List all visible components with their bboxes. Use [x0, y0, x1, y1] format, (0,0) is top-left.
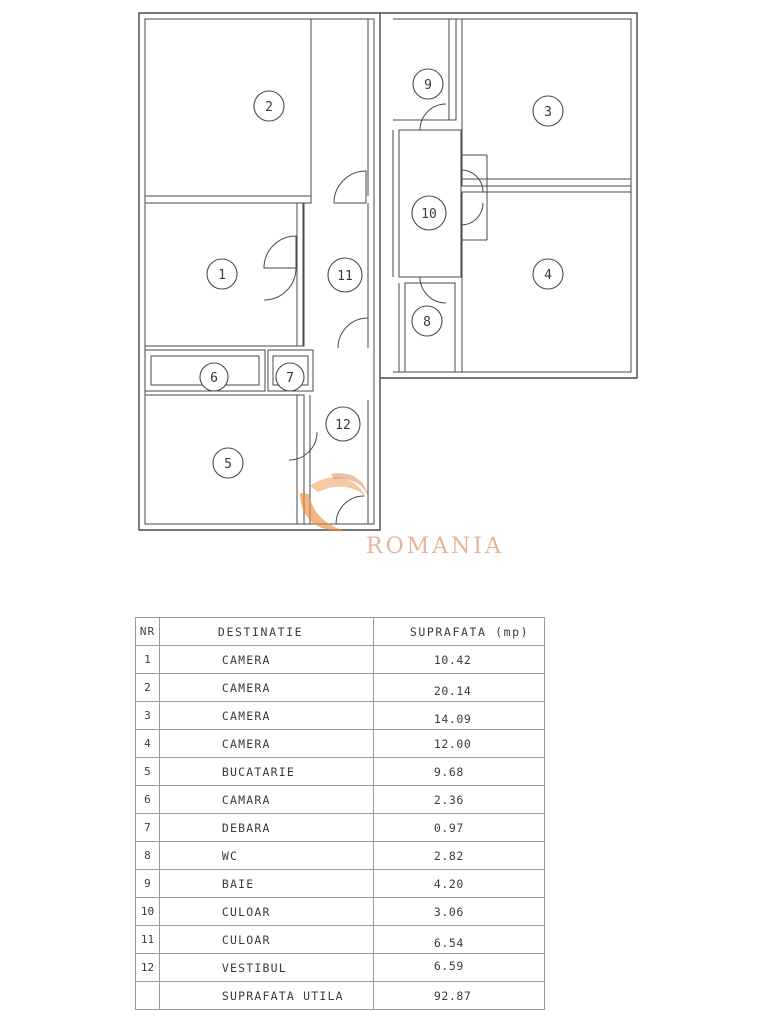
table-row — [136, 898, 545, 926]
cell-nr: 10 — [136, 898, 160, 926]
room-number-label: 6 — [210, 371, 218, 386]
cell-area: 12.00 — [373, 730, 544, 758]
cell-nr: 9 — [136, 870, 160, 898]
room-number-label: 2 — [265, 100, 273, 115]
watermark — [300, 473, 504, 559]
table-row — [136, 814, 545, 842]
cell-nr: 6 — [136, 786, 160, 814]
room-number-label: 9 — [424, 78, 432, 93]
room-number-label: 1 — [218, 268, 226, 283]
room-marker-12 — [326, 407, 360, 441]
cell-nr: 2 — [136, 674, 160, 702]
cell-destination: VESTIBUL — [159, 954, 373, 982]
room-number-label: 11 — [337, 269, 353, 284]
cell-area: 6.59 — [373, 952, 544, 980]
table-row — [136, 786, 545, 814]
cell-nr: 7 — [136, 814, 160, 842]
cell-destination: SUPRAFATA UTILA — [159, 982, 373, 1010]
room-number-label: 4 — [544, 268, 552, 283]
cell-nr: 3 — [136, 702, 160, 730]
table-row — [136, 954, 545, 982]
room-number-label: 5 — [224, 457, 232, 472]
cell-destination: WC — [159, 842, 373, 870]
cell-area: 3.06 — [373, 898, 544, 926]
room-marker-1 — [207, 259, 237, 289]
cell-nr: 5 — [136, 758, 160, 786]
room-marker-6 — [200, 363, 228, 391]
cell-destination: BAIE — [159, 870, 373, 898]
header-nr: NR — [136, 618, 160, 646]
room-marker-9 — [413, 69, 443, 99]
cell-area: 9.68 — [373, 758, 544, 786]
table-row — [136, 926, 545, 954]
cell-nr: 1 — [136, 646, 160, 674]
cell-destination: CAMERA — [159, 646, 373, 674]
cell-destination: CAMERA — [159, 702, 373, 730]
table-row — [136, 758, 545, 786]
cell-area: 0.97 — [373, 814, 544, 842]
cell-destination: CAMERA — [159, 674, 373, 702]
cell-area: 14.09 — [373, 705, 544, 733]
room-number-label: 12 — [335, 418, 351, 433]
room-marker-5 — [213, 448, 243, 478]
cell-destination: CULOAR — [159, 926, 373, 954]
room-marker-3 — [533, 96, 563, 126]
table-row — [136, 870, 545, 898]
cell-nr: 12 — [136, 954, 160, 982]
room-marker-8 — [412, 306, 442, 336]
table-header — [136, 618, 545, 646]
room-marker-7 — [276, 363, 304, 391]
cell-destination: DEBARA — [159, 814, 373, 842]
cell-destination: CAMERA — [159, 730, 373, 758]
table-body — [136, 646, 545, 1010]
cell-destination: CAMARA — [159, 786, 373, 814]
table-row — [136, 842, 545, 870]
room-number-label: 3 — [544, 105, 552, 120]
room-number-group — [200, 69, 563, 478]
cell-nr: 4 — [136, 730, 160, 758]
cell-area: 20.14 — [373, 677, 544, 705]
room-marker-4 — [533, 259, 563, 289]
cell-area: 4.20 — [373, 870, 544, 898]
cell-destination: CULOAR — [159, 898, 373, 926]
table-total-row — [136, 982, 545, 1010]
cell-nr: 11 — [136, 926, 160, 954]
cell-nr: 8 — [136, 842, 160, 870]
cell-area: 2.36 — [373, 786, 544, 814]
cell-area: 10.42 — [373, 646, 544, 674]
cell-area: 2.82 — [373, 842, 544, 870]
cell-destination: BUCATARIE — [159, 758, 373, 786]
room-number-label: 10 — [421, 207, 437, 222]
table-header-row — [136, 618, 545, 646]
header-destination: DESTINATIE — [159, 618, 373, 646]
table-row — [136, 702, 545, 730]
room-marker-10 — [412, 196, 446, 230]
header-area: SUPRAFATA (mp) — [373, 618, 544, 646]
room-number-label: 7 — [286, 371, 294, 386]
cell-area: 92.87 — [373, 982, 544, 1010]
room-marker-2 — [254, 91, 284, 121]
cell-nr — [136, 982, 160, 1010]
room-number-label: 8 — [423, 315, 431, 330]
table-row — [136, 646, 545, 674]
area-table — [135, 617, 545, 1010]
room-marker-11 — [328, 258, 362, 292]
cell-area: 6.54 — [373, 929, 544, 957]
watermark-label: ROMANIA — [366, 534, 504, 559]
table-row — [136, 674, 545, 702]
area-table-container — [135, 617, 545, 1010]
table-row — [136, 730, 545, 758]
